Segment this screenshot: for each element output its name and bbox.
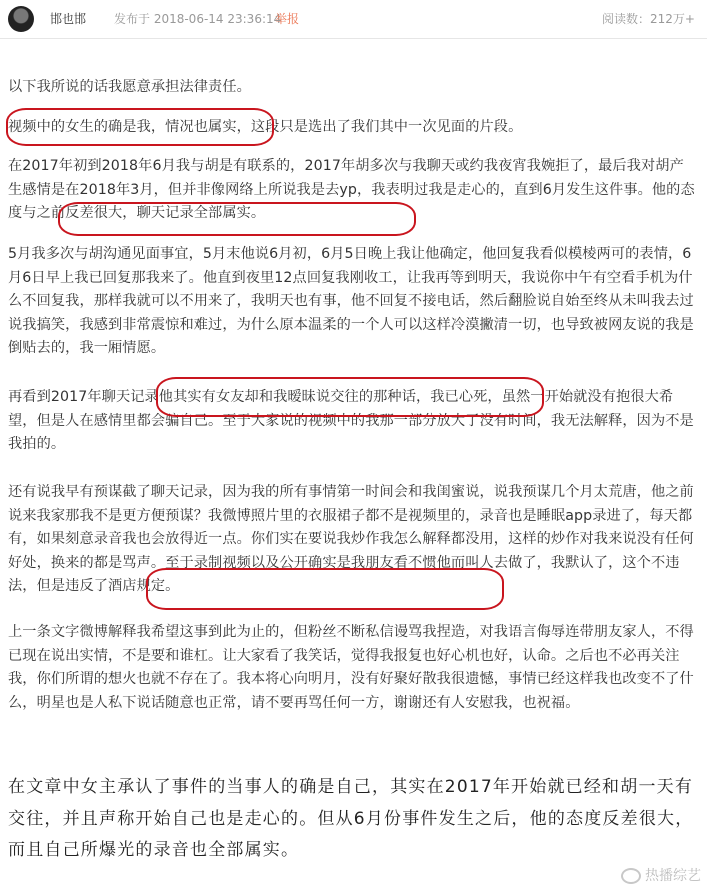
statement-paragraph: 视频中的女生的确是我，情况也属实，这段只是选出了我们其中一次见面的片段。 (8, 119, 523, 135)
statement-paragraph: 还有说我早有预谋截了聊天记录，因为我的所有事情第一时间会和我闺蜜说，说我预谋几个月太荒唐，他之前说来我家那我不是更方便预谋？我微博照片里的衣服裙子都不是视频里的，录音也是睡眠app录进了，每天都有，如果刻意录音我也会放得近一点。你们实在要说我炒作我怎么解释都没用，这样的炒作对我来说没有任何好处，换来的都是骂声。至于录制视频以及公开确实是我朋友看不惯他而叫人去做了，我默认了，这个不违法，但是违反了酒店规定。 (8, 484, 694, 595)
watermark-text: 热播综艺 (645, 868, 701, 884)
post-date: 发布于 2018-06-14 23:36:14 (114, 12, 282, 26)
watermark (621, 865, 701, 885)
weibo-icon (621, 868, 641, 884)
avatar[interactable] (8, 6, 34, 32)
statement-paragraph: 再看到2017年聊天记录他其实有女友却和我暧昧说交往的那种话，我已心死，虽然一开始就没有抱很大希望，但是人在感情里都会骗自己。至于大家说的视频中的我那一部分放大了没有时间，我无法解释，因为不是我拍的。 (8, 389, 694, 453)
report-link[interactable]: 举报 (275, 12, 300, 26)
statement-screenshot (0, 44, 707, 760)
post-header (0, 0, 707, 40)
statement-paragraph: 5月我多次与胡沟通见面事宜，5月末他说6月初，6月5日晚上我让他确定，他回复我看似模棱两可的表情，6月6日早上我已回复那我来了。他直到夜里12点回复我刚收工，让我再等到明天，我说你中午有空看手机为什么不回复我，那样我就可以不用来了，我明天也有事，他不回复不接电话，然后翻脸说自始至终从未叫我去过说我搞笑，我感到非常震惊和难过，为什么原本温柔的一个人可以这样冷漠撇清一切，也导致被网友说的我是倒贴去的，我一厢情愿。 (8, 246, 694, 357)
statement-paragraph: 以下我所说的话我愿意承担法律责任。 (8, 79, 251, 95)
read-count: 阅读数：212万+ (602, 12, 695, 26)
divider (0, 38, 707, 39)
article-text: 在文章中女主承认了事件的当事人的确是自己，其实在2017年开始就已经和胡一天有交往，并且声称开始自己也是走心的。但从6月份事件发生之后，他的态度反差很大，而且自己所爆光的录音也全部属实。 (8, 777, 694, 860)
statement-paragraph: 在2017年初到2018年6月我与胡是有联系的，2017年胡多次与我聊天或约我夜宵我婉拒了，最后我对胡产生感情是在2018年3月，但并非像网络上所说我是去yp，我表明过我是走心的，直到6月发生这件事。他的态度与之前反差很大，聊天记录全部属实。 (8, 158, 695, 222)
username[interactable]: 邯也邯 (50, 12, 87, 26)
statement-paragraph: 上一条文字微博解释我希望这事到此为止的，但粉丝不断私信谩骂我捏造，对我语言侮辱连带朋友家人，不得已现在说出实情，不是要和谁杠。让大家看了我笑话，觉得我报复也好心机也好，认命。之后也不必再关注我，你们所谓的想火也就不存在了。我本将心向明月，没有好聚好散我很遗憾，事情已经这样我也改变不了什么，明星也是人私下说话随意也正常，请不要再骂任何一方，谢谢还有人安慰我，也祝福。 (8, 624, 694, 711)
